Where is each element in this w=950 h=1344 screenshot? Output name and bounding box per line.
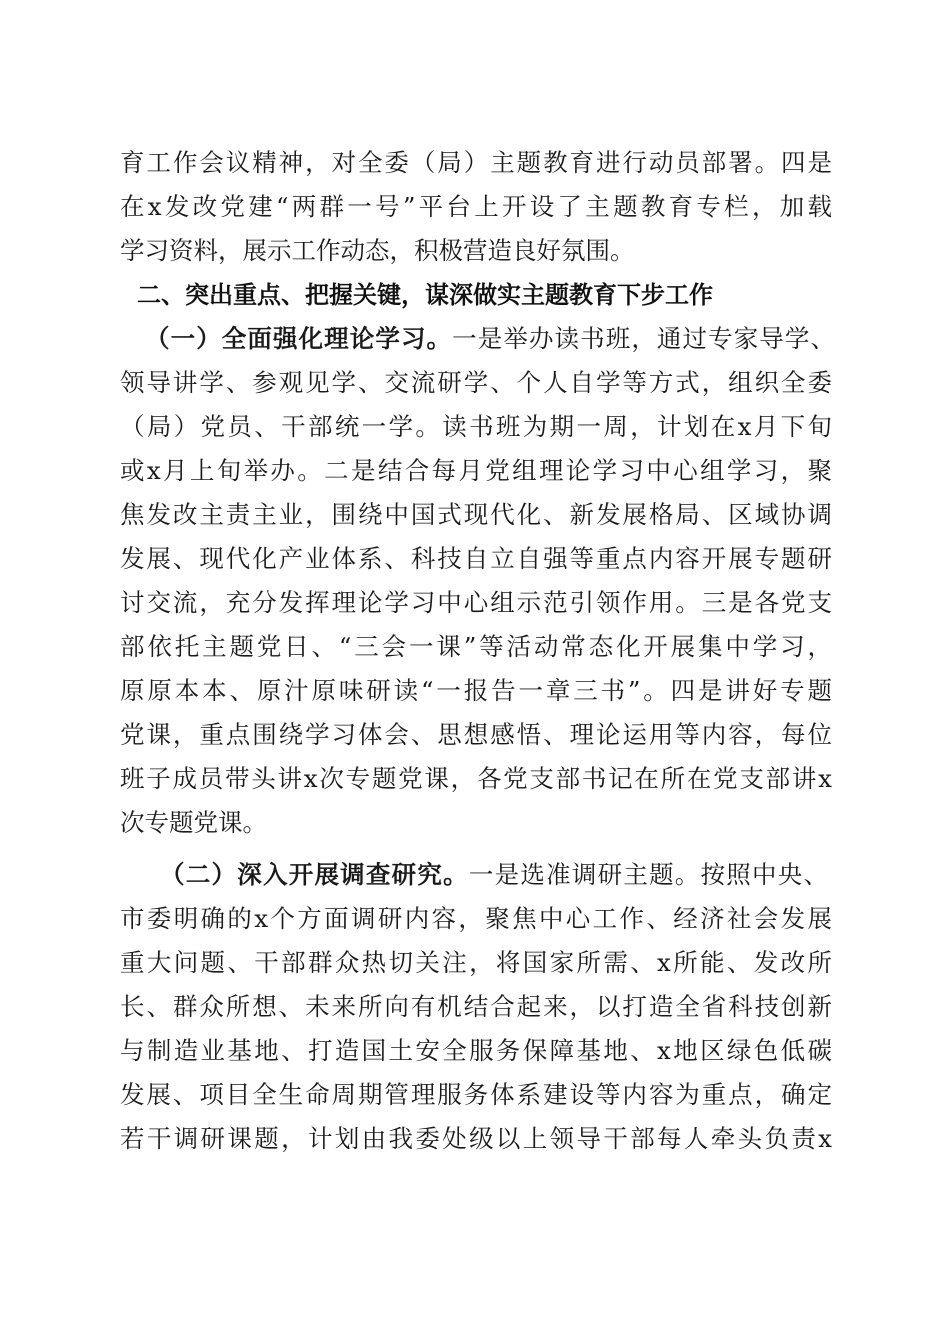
text-line: 在x发改党建“两群一号”平台上开设了主题教育专栏，加载	[120, 192, 832, 221]
text-line: 党课，重点围绕学习体会、思想感悟、理论运用等内容，每位	[120, 720, 832, 749]
text-line: 或x月上旬举办。二是结合每月党组理论学习中心组学习，聚	[120, 456, 832, 485]
paragraph-lead: （二）深入开展调查研究。	[160, 860, 469, 889]
text-line: 次专题党课。	[120, 808, 267, 837]
text-line: 若干调研课题，计划由我委处级以上领导干部每人牵头负责x	[120, 1124, 832, 1153]
text-line: 部依托主题党日、“三会一课”等活动常态化开展集中学习，	[120, 632, 832, 661]
paragraph-first-rest: 一是举办读书班，通过专家导学、	[452, 324, 836, 353]
text-line: 焦发改主责主业，围绕中国式现代化、新发展格局、区域协调	[120, 500, 832, 529]
text-line: （局）党员、干部统一学。读书班为期一周，计划在x月下旬	[120, 412, 832, 441]
paragraph-first-rest: 一是选准调研主题。按照中央、	[468, 860, 829, 889]
text-line: 发展、现代化产业体系、科技自立自强等重点内容开展专题研	[120, 544, 832, 573]
text-line: 原原本本、原汁原味研读“一报告一章三书”。四是讲好专题	[120, 676, 832, 705]
text-line: 育工作会议精神，对全委（局）主题教育进行动员部署。四是	[120, 148, 832, 177]
paragraph-first-line	[160, 853, 828, 897]
paragraph-first-line	[145, 317, 835, 361]
text-line: 长、群众所想、未来所向有机结合起来，以打造全省科技创新	[120, 992, 832, 1021]
text-line: 市委明确的x个方面调研内容，聚焦中心工作、经济社会发展	[120, 904, 832, 933]
text-line: 与制造业基地、打造国土安全服务保障基地、x地区绿色低碳	[120, 1036, 832, 1065]
text-line: 学习资料，展示工作动态，积极营造良好氛围。	[120, 236, 635, 265]
paragraph-lead: （一）全面强化理论学习。	[145, 324, 453, 353]
text-line: 重大问题、干部群众热切关注，将国家所需、x所能、发改所	[120, 948, 832, 977]
text-line: 讨交流，充分发挥理论学习中心组示范引领作用。三是各党支	[120, 588, 832, 617]
section-heading: 二、突出重点、把握关键，谋深做实主题教育下步工作	[137, 281, 713, 309]
text-line: 发展、项目全生命周期管理服务体系建设等内容为重点，确定	[120, 1080, 832, 1109]
text-line: 班子成员带头讲x次专题党课，各党支部书记在所在党支部讲x	[120, 764, 832, 793]
text-line: 领导讲学、参观见学、交流研学、个人自学等方式，组织全委	[120, 368, 832, 397]
